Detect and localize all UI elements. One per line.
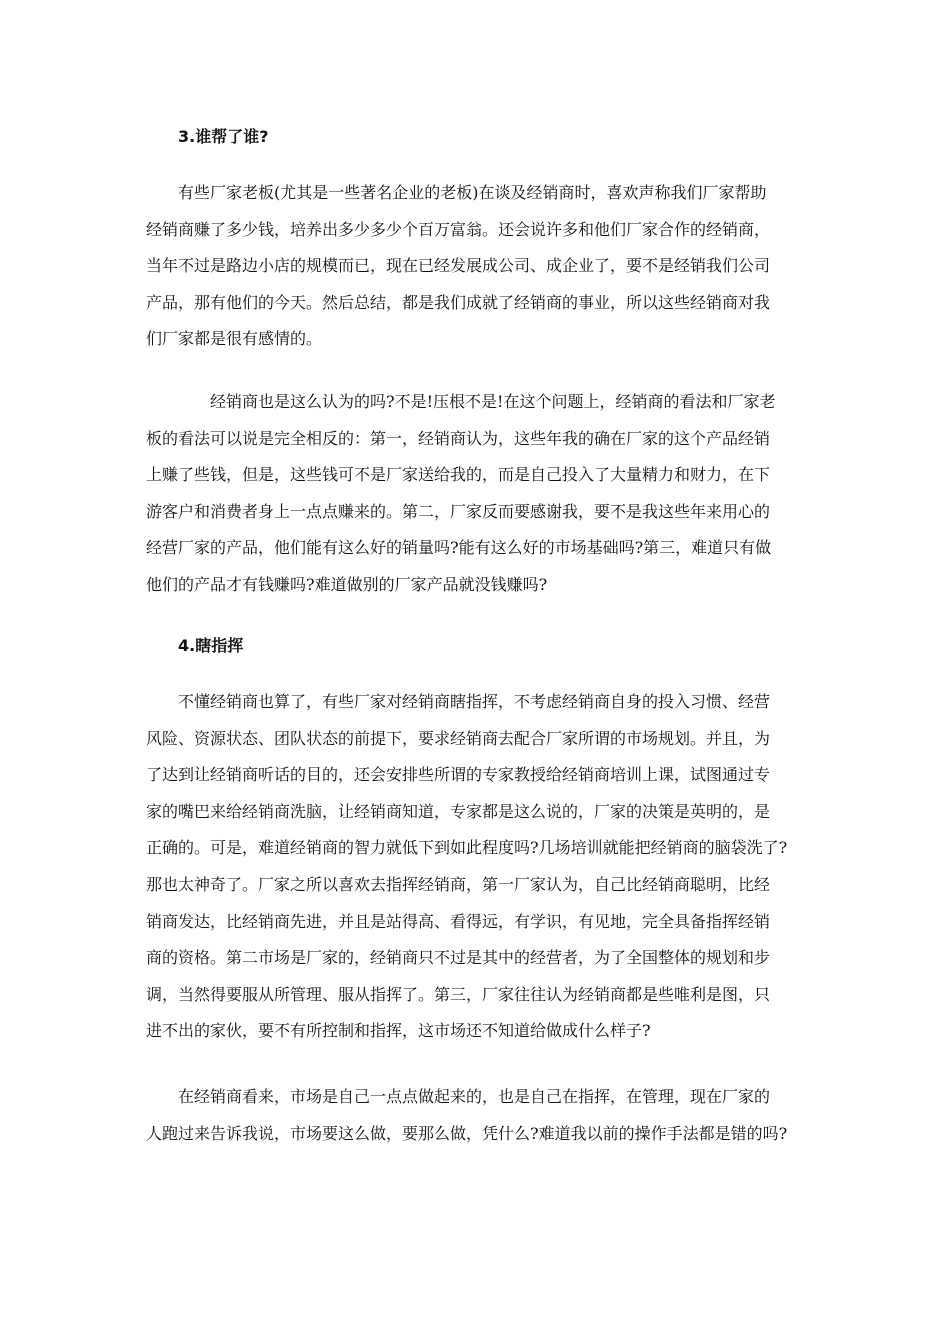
text-line: 销商发达，比经销商先进，并且是站得高、看得远，有学识，有见地，完全具备指挥经销 <box>146 911 771 931</box>
text-line: 板的看法可以说是完全相反的：第一，经销商认为，这些年我的确在厂家的这个产品经销 <box>146 428 771 448</box>
text-line: 风险、资源状态、团队状态的前提下，要求经销商去配合厂家所谓的市场规划。并且，为 <box>146 728 771 748</box>
text-line: 那也太神奇了。厂家之所以喜欢去指挥经销商，第一厂家认为，自己比经销商聪明，比经 <box>146 874 771 894</box>
text-line: 经销商赚了多少钱，培养出多少多少个百万富翁。还会说许多和他们厂家合作的经销商， <box>146 219 771 239</box>
text-line: 人跑过来告诉我说，市场要这么做，要那么做，凭什么?难道我以前的操作手法都是错的吗? <box>146 1123 788 1143</box>
paragraph <box>146 1086 846 1159</box>
text-line: 家的嘴巴来给经销商洗脑，让经销商知道，专家都是这么说的，厂家的决策是英明的，是 <box>146 801 771 821</box>
text-line: 有些厂家老板(尤其是一些著名企业的老板)在谈及经销商时，喜欢声称我们厂家帮助 <box>178 183 767 202</box>
text-line: 游客户和消费者身上一点点赚来的。第二，厂家反而要感谢我，要不是我这些年来用心的 <box>146 501 771 521</box>
text-line: 当年不过是路边小店的规模而已，现在已经发展成公司、成企业了，要不是经销我们公司 <box>146 256 771 276</box>
text-line: 了达到让经销商听话的目的，还会安排些所谓的专家教授给经销商培训上课，试图通过专 <box>146 765 771 785</box>
text-line: 上赚了些钱，但是，这些钱可不是厂家送给我的，而是自己投入了大量精力和财力，在下 <box>146 465 771 485</box>
text-line: 正确的。可是，难道经销商的智力就低下到如此程度吗?几场培训就能把经销商的脑袋洗了? <box>146 838 788 858</box>
text-line: 产品，那有他们的今天。然后总结，都是我们成就了经销商的事业，所以这些经销商对我 <box>146 292 771 312</box>
paragraph <box>146 182 846 365</box>
text-line: 进不出的家伙，要不有所控制和指挥，这市场还不知道给做成什么样子? <box>146 1021 651 1041</box>
text-line: 经营厂家的产品，他们能有这么好的销量吗?能有这么好的市场基础吗?第三，难道只有做 <box>146 538 772 558</box>
paragraph <box>146 691 846 1057</box>
paragraph <box>146 391 846 611</box>
text-line: 在经销商看来，市场是自己一点点做起来的，也是自己在指挥，在管理，现在厂家的 <box>178 1087 771 1106</box>
section-heading: 3.谁帮了谁? <box>178 127 269 146</box>
text-line: 商的资格。第二市场是厂家的，经销商只不过是其中的经营者，为了全国整体的规划和步 <box>146 948 771 968</box>
section-heading: 4.瞎指挥 <box>178 636 244 655</box>
text-line: 不懂经销商也算了，有些厂家对经销商瞎指挥，不考虑经销商自身的投入习惯、经营 <box>178 692 771 711</box>
text-line: 经销商也是这么认为的吗?不是!压根不是!在这个问题上，经销商的看法和厂家老 <box>210 392 776 411</box>
text-line: 们厂家都是很有感情的。 <box>146 329 323 349</box>
text-line: 他们的产品才有钱赚吗?难道做别的厂家产品就没钱赚吗? <box>146 574 548 594</box>
text-line: 调，当然得要服从所管理、服从指挥了。第三，厂家往往认为经销商都是些唯利是图，只 <box>146 984 771 1004</box>
